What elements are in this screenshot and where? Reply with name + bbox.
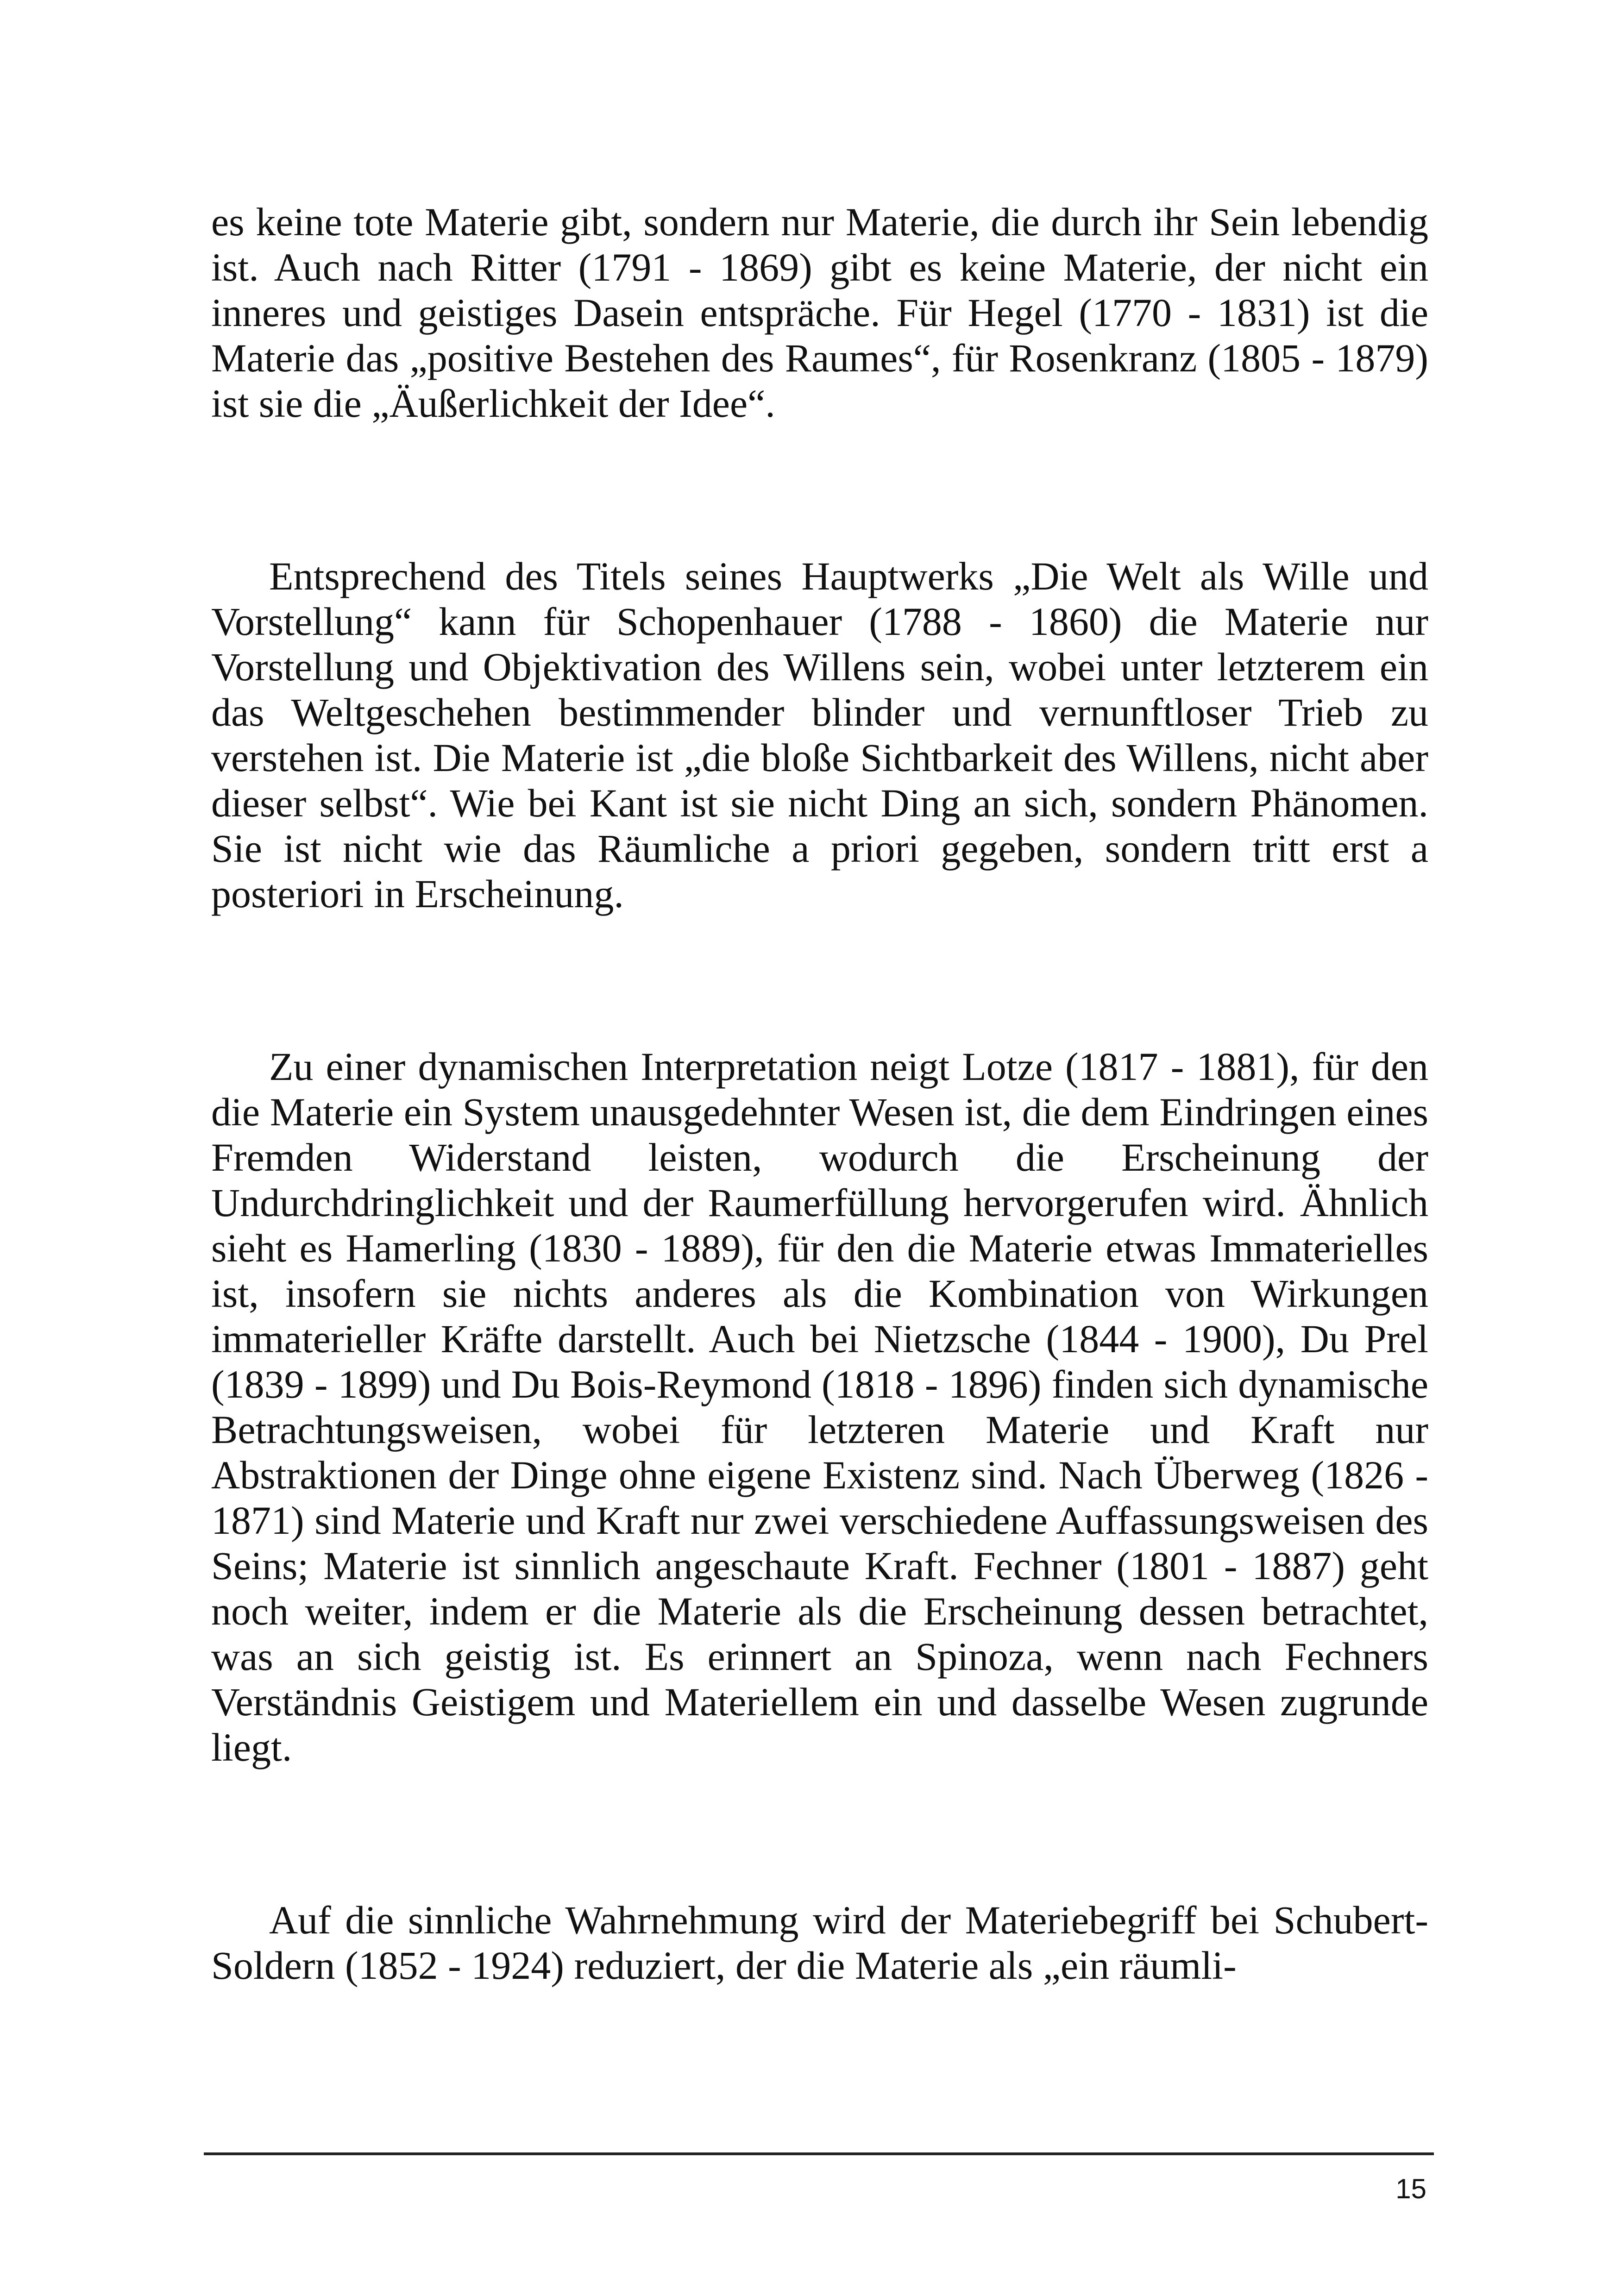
paragraph-1: es keine tote Materie gibt, sondern nur Materie, die durch ihr Sein lebendig ist. Auch nach Ritter (1791 - 1869) gibt es keine Materie, der nicht ein inneres und geistiges Dasein entspräche. Für Hegel (1770 - 1831) ist die Materie das „positive Bestehen des Raumes“, für Rosenkranz (1805 - 1879) ist sie die „Äußerlichkeit der Idee“. [211,200,1428,426]
page-number: 15 [1395,2173,1426,2204]
paragraph-4: Auf die sinnliche Wahrnehmung wird der Materiebegriff bei Schubert-Soldern (1852 - 1924) reduziert, der die Materie als „ein räumli- [211,1898,1428,1988]
footer-divider [204,2152,1434,2155]
paragraph-2: Entsprechend des Titels seines Hauptwerks „Die Welt als Wille und Vorstellung“ kann für Schopenhauer (1788 - 1860) die Materie nur Vorstellung und Objektivation des Willens sein, wobei unter letzterem ein das Weltgeschehen bestimmender blinder und vernunftloser Trieb zu verstehen ist. Die Materie ist „die bloße Sichtbarkeit des Willens, nicht aber dieser selbst“. Wie bei Kant ist sie nicht Ding an sich, sondern Phänomen. Sie ist nicht wie das Räumliche a priori gegeben, sondern tritt erst a posteriori in Erscheinung. [211,554,1428,916]
paragraph-3: Zu einer dynamischen Interpretation neigt Lotze (1817 - 1881), für den die Materie ein System unausgedehnter Wesen ist, die dem Eindringen eines Fremden Widerstand leisten, wodurch die Erscheinung der Undurchdringlichkeit und der Raumerfüllung hervorgerufen wird. Ähnlich sieht es Hamerling (1830 - 1889), für den die Materie etwas Immaterielles ist, insofern sie nichts anderes als die Kombination von Wirkungen immaterieller Kräfte darstellt. Auch bei Nietzsche (1844 - 1900), Du Prel (1839 - 1899) und Du Bois-Reymond (1818 - 1896) finden sich dynamische Betrachtungsweisen, wobei für letzteren Materie und Kraft nur Abstraktionen der Dinge ohne eigene Existenz sind. Nach Überweg (1826 - 1871) sind Materie und Kraft nur zwei verschiedene Auffassungsweisen des Seins; Materie ist sinnlich angeschaute Kraft. Fechner (1801 - 1887) geht noch weiter, indem er die Materie als die Erscheinung dessen betrachtet, was an sich geistig ist. Es erinnert an Spinoza, wenn nach Fechners Verständnis Geistigem und Materiellem ein und dasselbe Wesen zugrunde liegt. [211,1044,1428,1769]
body-text [211,199,1428,1988]
